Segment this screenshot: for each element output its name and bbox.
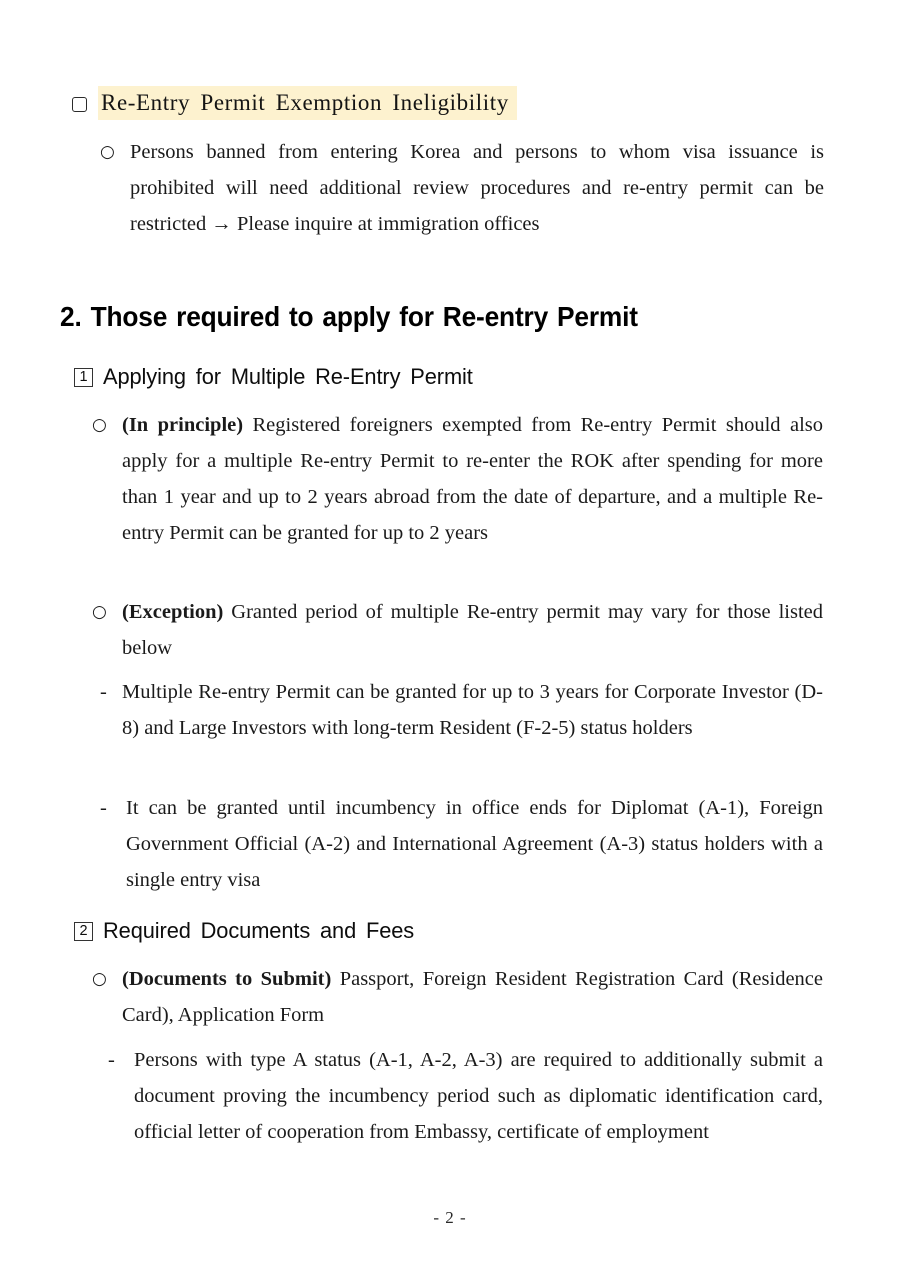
paragraph-text: Passport, Foreign Resident Registration Card (Residence Card), Application Form bbox=[122, 968, 823, 1026]
paragraph-text: Multiple Re-entry Permit can be granted for up to 3 years for Corporate Investor (D-8) and Large Investors with long-term Resident (F-2-5) status holders bbox=[122, 681, 823, 739]
subsection-heading-label: Applying for Multiple Re-Entry Permit bbox=[103, 364, 473, 389]
dash-paragraph bbox=[108, 1042, 823, 1150]
checkbox-heading bbox=[72, 86, 517, 120]
page-number-footer: - 2 - bbox=[433, 1208, 467, 1227]
bullet-paragraph bbox=[100, 134, 824, 242]
checkbox-heading-label: Re-Entry Permit Exemption Ineligibility bbox=[98, 86, 517, 120]
paragraph-text: Granted period of multiple Re-entry permit may vary for those listed below bbox=[122, 601, 823, 659]
subsection-heading-label: Required Documents and Fees bbox=[103, 918, 415, 943]
paragraph-text: Registered foreigners exempted from Re-entry Permit should also apply for a multiple Re-entry Permit to re-enter the ROK after spending for more than 1 year and up to 2 years abroad from the date of departure, and a multiple Re-entry Permit can be granted for up to 2 years bbox=[122, 414, 823, 544]
paragraph-lead: (Documents to Submit) bbox=[122, 968, 332, 990]
checkbox-empty-icon bbox=[72, 97, 87, 112]
circle-bullet-icon: ○ bbox=[92, 602, 107, 622]
paragraph-block-dash-type-a bbox=[108, 1042, 823, 1150]
paragraph-block-in-principle bbox=[92, 407, 823, 551]
bullet-paragraph bbox=[92, 594, 823, 666]
dash-bullet-icon: - bbox=[100, 681, 107, 703]
paragraph-block-dash-incumbency bbox=[100, 790, 823, 898]
circle-bullet-icon: ○ bbox=[100, 142, 115, 162]
circle-bullet-icon: ○ bbox=[92, 415, 107, 435]
subsection-heading-1 bbox=[74, 362, 484, 392]
paragraph-lead: (Exception) bbox=[122, 601, 224, 623]
intro-paragraph-block bbox=[100, 134, 824, 242]
paragraph-text: Persons banned from entering Korea and persons to whom visa issuance is prohibited will need additional review procedures and re-entry permit can be restricted → Please inquire at immigration offices bbox=[130, 141, 824, 235]
paragraph-text: Persons with type A status (A-1, A-2, A-3) are required to additionally submit a document proving the incumbency period such as diplomatic identification card, official letter of cooperation from Embassy, certificate of employment bbox=[134, 1049, 823, 1143]
boxed-number-icon: 2 bbox=[74, 922, 93, 941]
dash-paragraph bbox=[100, 790, 823, 898]
paragraph-lead: (In principle) bbox=[122, 414, 244, 436]
dash-paragraph bbox=[100, 674, 823, 746]
paragraph-block-documents bbox=[92, 961, 823, 1033]
section-heading: 2. Those required to apply for Re-entry Permit bbox=[60, 301, 638, 332]
dash-bullet-icon: - bbox=[108, 1049, 115, 1071]
circle-bullet-icon: ○ bbox=[92, 969, 107, 989]
boxed-number-icon: 1 bbox=[74, 368, 93, 387]
paragraph-block-dash-multiple-permit bbox=[100, 674, 823, 746]
bullet-paragraph bbox=[92, 407, 823, 551]
bullet-paragraph bbox=[92, 961, 823, 1033]
paragraph-text: It can be granted until incumbency in office ends for Diplomat (A-1), Foreign Government Official (A-2) and International Agreement (A-3) status holders with a single entry visa bbox=[126, 797, 823, 891]
dash-bullet-icon: - bbox=[100, 797, 107, 819]
paragraph-block-exception bbox=[92, 594, 823, 666]
subsection-heading-2 bbox=[74, 916, 424, 946]
